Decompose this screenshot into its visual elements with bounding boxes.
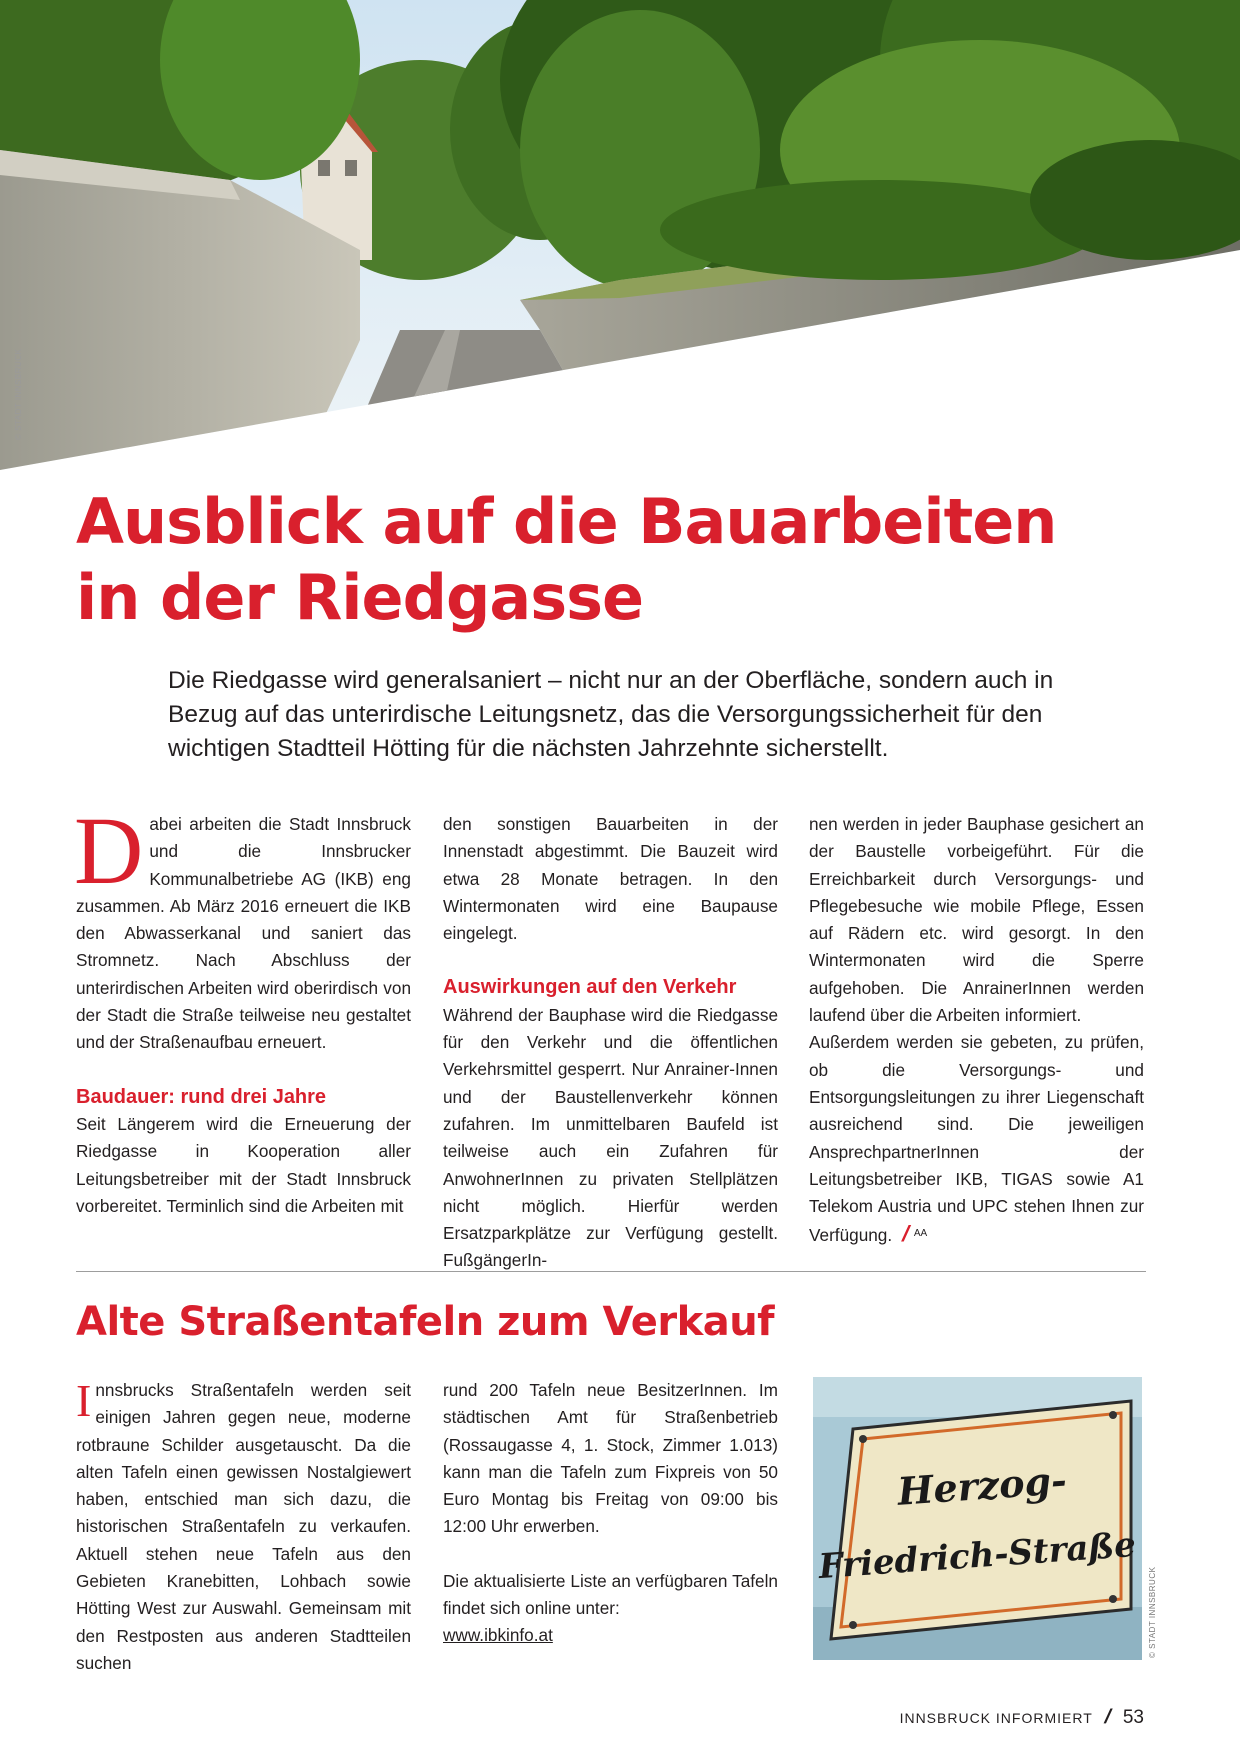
end-mark: / (899, 1221, 913, 1247)
article1-col3-paragraph1: nen werden in jeder Bauphase gesichert an der Baustelle vorbeigeführt. Für die Erreichbarkeit durch Versorgungs- und Pflegebesuche wie mobile Pflege, Essen auf Rädern etc. wird gesorgt. In den Wintermonaten wird die Sperre aufgehoben. Die AnrainerInnen werden laufend über die Arbeiten informiert. (809, 814, 1144, 1026)
sign-line-2: Friedrich-Straße (817, 1524, 1138, 1588)
article2-col2-paragraph2: Die aktualisierte Liste an verfügbaren Tafeln findet sich online unter: (443, 1570, 778, 1619)
article1-column-3 (809, 811, 1144, 1250)
article-title (76, 484, 1176, 636)
article1-column-1 (74, 797, 411, 1220)
publication-name: INNSBRUCK INFORMIERT (899, 1710, 1093, 1726)
footer-separator: / (1102, 1706, 1116, 1728)
page-number: 53 (1122, 1707, 1144, 1728)
article2-column-1 (76, 1377, 411, 1677)
article1-col3-paragraph2: Außerdem werden sie gebeten, zu prüfen, ob die Versorgungs- und Entsorgungsleitungen zu ihrer Liegenschaft ausreichend sind. Die jeweiligen AnsprechpartnerInnen der Leitungsbetreiber IKB, TIGAS sowie A1 Telekom Austria und UPC stehen Ihnen zur Verfügung. (809, 1032, 1144, 1246)
hero-photo (0, 0, 1240, 470)
sign-line-1: Herzog- (896, 1457, 1069, 1514)
author-initials: AA (913, 1228, 928, 1240)
article2-col2-paragraph1: rund 200 Tafeln neue BesitzerInnen. Im städtischen Amt für Straßenbetrieb (Rossaugasse 4, 1. Stock, Zimmer 1.013) kann man die Tafeln zum Fixpreis von 50 Euro Montag bis Freitag von 09:00 bis 12:00 Uhr erwerben. (443, 1380, 778, 1537)
dropcap: D (74, 797, 144, 904)
ibkinfo-link[interactable]: www.ibkinfo.at (443, 1625, 553, 1646)
article-lead: Die Riedgasse wird generalsaniert – nicht nur an der Oberfläche, sondern auch in Bezug auf das unterirdische Leitungsnetz, das die Versorgungssicherheit für den wichtigen Stadtteil Hötting für die nächsten Jahrzehnte sicherstellt. (168, 667, 1054, 762)
article1-col2-paragraph1: den sonstigen Bauarbeiten in der Innenstadt abgestimmt. Die Bauzeit wird etwa 28 Monate betragen. In den Wintermonaten wird eine Baupause eingelegt. (443, 814, 778, 944)
section-divider (76, 1271, 1146, 1272)
street-sign-photo (813, 1377, 1142, 1660)
article1-col1-paragraph1: abei arbeiten die Stadt Innsbruck und die Innsbrucker Kommunalbetriebe AG (IKB) eng zusammen. Ab März 2016 erneuert die IKB den Abwasserkanal und saniert das Stromnetz. Nach Abschluss der unterirdischen Arbeiten wird oberirdisch von der Stadt die Straße teilweise neu gestaltet und der Straßenaufbau erneuert. (76, 814, 411, 1053)
hero-photo-credit: © STADT INNSBRUCK (14, 348, 23, 440)
article2-column-2 (443, 1377, 778, 1650)
article1-col1-paragraph2: Seit Längerem wird die Erneuerung der Riedgasse in Kooperation aller Leitungsbetreiber mit der Stadt Innsbruck vorbereitet. Terminlich sind die Arbeiten mit (76, 1113, 411, 1216)
subheading-baudauer: Baudauer: rund drei Jahre (76, 1085, 327, 1108)
article1-column-2 (443, 811, 778, 1275)
article-title-line1: Ausblick auf die Bauarbeiten (76, 485, 1057, 558)
article2-title: Alte Straßentafeln zum Verkauf (76, 1299, 775, 1345)
subheading-verkehr: Auswirkungen auf den Verkehr (443, 976, 737, 999)
article1-col2-paragraph2: Während der Bauphase wird die Riedgasse für den Verkehr und die öffentlichen Verkehrsmittel gesperrt. Nur Anrainer-Innen und der Baustellenverkehr können zufahren. Im unmittelbaren Baufeld ist teilweise auch ein Zufahren für AnwohnerInnen zu privaten Stellplätzen nicht möglich. Hierfür werden Ersatzparkplätze zur Verfügung gestellt. FußgängerIn- (443, 1004, 778, 1271)
article-title-line2: in der Riedgasse (76, 561, 644, 634)
article2-col1-paragraph1: nnsbrucks Straßentafeln werden seit einigen Jahren gegen neue, moderne rotbraune Schilder ausgetauscht. Da die alten Tafeln einen gewissen Nostalgiewert haben, entschied man sich dazu, die historischen Straßentafeln zu verkaufen. Aktuell stehen neue Tafeln aus den Gebieten Kranebitten, Lohbach sowie Hötting West zur Auswahl. Gemeinsam mit den Restposten aus anderen Stadtteilen suchen (76, 1380, 411, 1673)
sign-photo-credit: © STADT INNSBRUCK (1148, 1566, 1157, 1658)
dropcap-small: I (76, 1375, 92, 1426)
page-footer (900, 1706, 1144, 1729)
